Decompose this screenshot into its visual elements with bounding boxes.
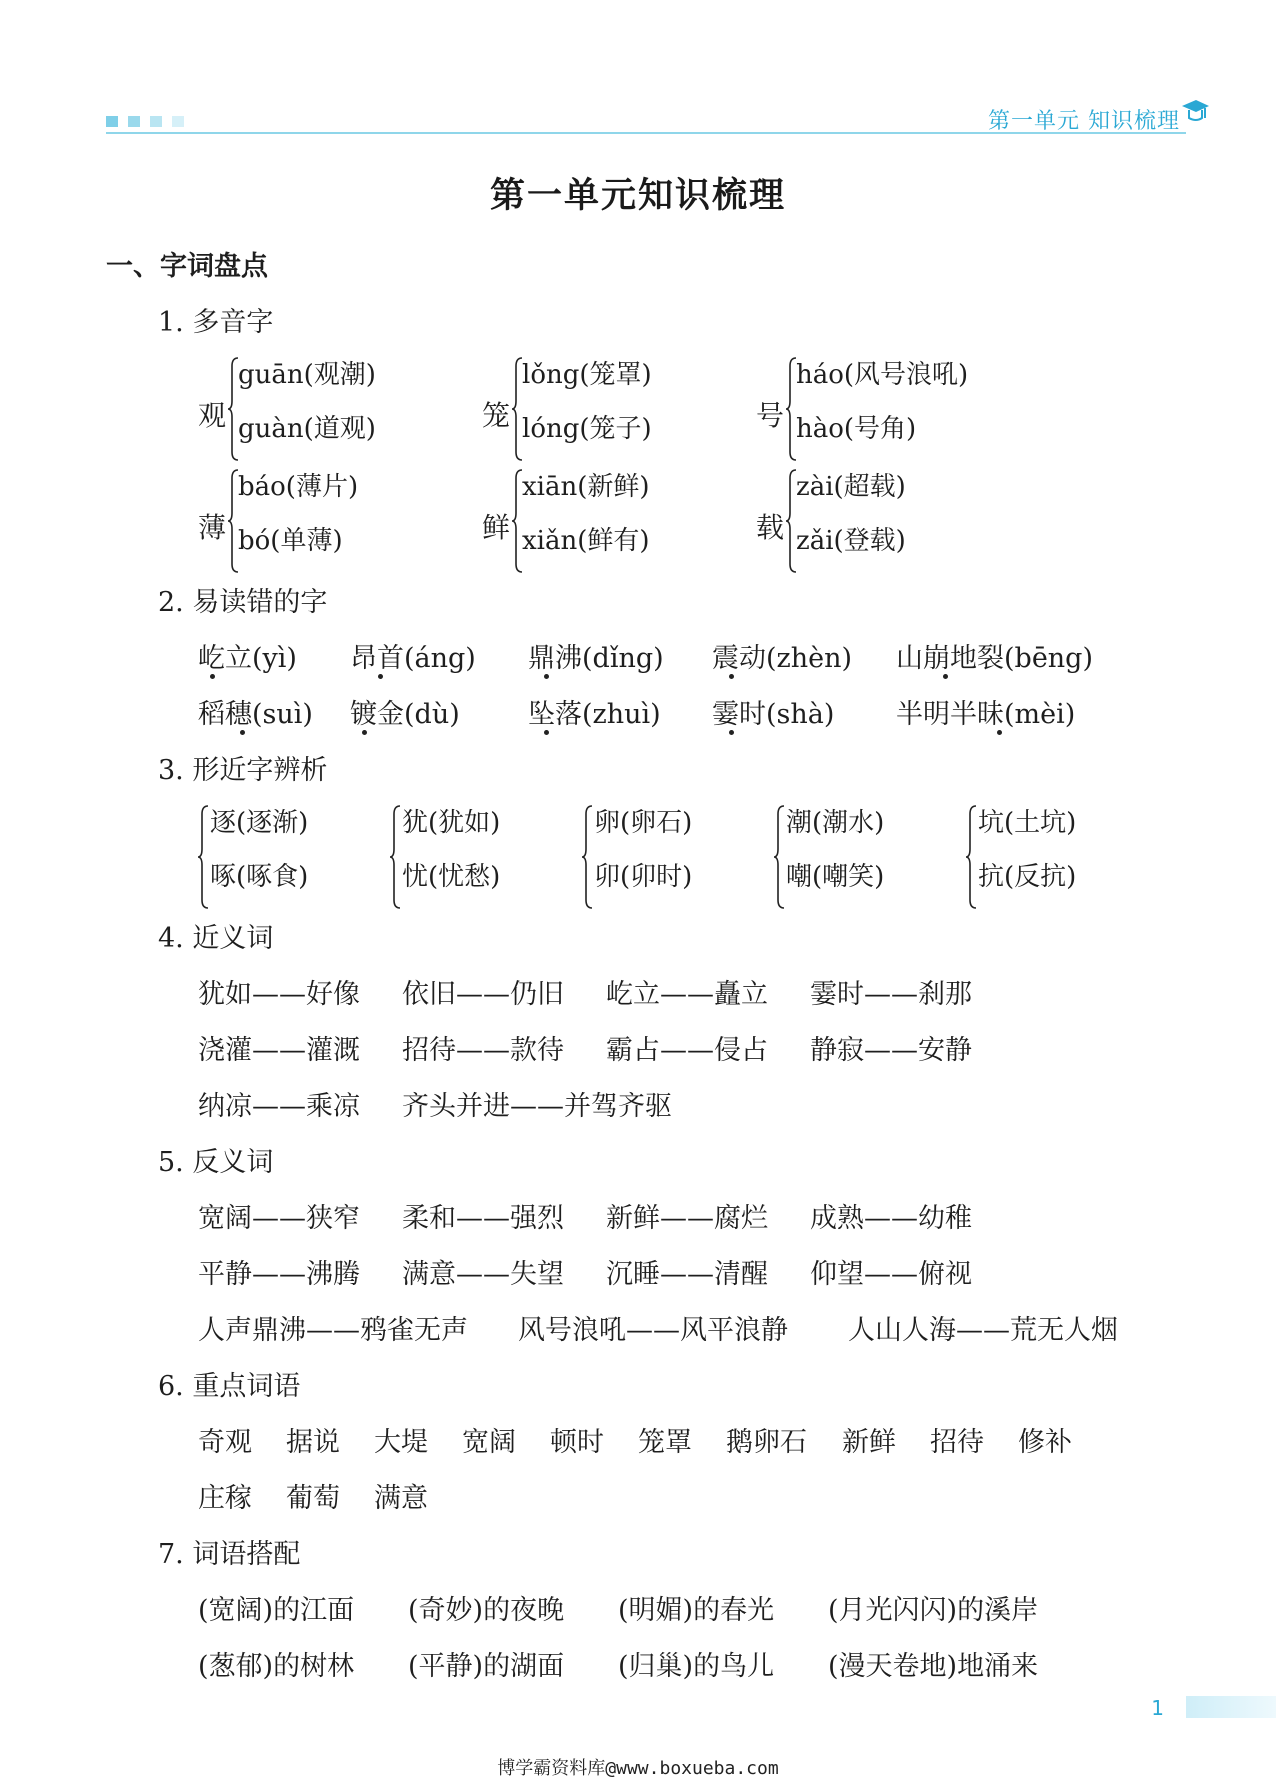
page-title: 第一单元知识梳理 [489,176,786,216]
polyphone-reading: guàn(道观) [238,414,376,444]
brace-icon [582,804,594,910]
similar-char-item: 嘲(嘲笑) [786,862,885,892]
antonym-pair: 柔和——强烈 [402,1203,564,1234]
antonym-row [198,1196,972,1235]
polyphone-reading: zǎi(登载) [796,526,906,556]
collocation-item: (平静)的湖面 [408,1651,565,1682]
synonym-pair: 屹立——矗立 [606,979,768,1010]
misread-row [198,636,1093,675]
polyphone-group [198,466,478,576]
collocation-item: (宽阔)的江面 [198,1595,355,1626]
polyphone-reading: báo(薄片) [238,472,359,502]
antonym-pair: 平静——沸腾 [198,1259,360,1290]
misread-item: 稻穗(suì) [198,699,313,730]
key-word-row [198,1476,428,1515]
header-decor-square [150,116,162,127]
similar-char-item: 犹(犹如) [402,808,501,838]
page-number-bar [1186,1696,1276,1718]
polyphone-group [482,354,762,464]
antonym-pair: 成熟——幼稚 [810,1203,972,1234]
misread-row [198,692,1075,731]
similar-char-item: 卵(卵石) [594,808,693,838]
footer-watermark: 博学霸资料库@www.boxueba.com [497,1758,779,1779]
similar-char-item: 卯(卯时) [594,862,693,892]
polyphone-reading: bó(单薄) [238,526,343,556]
collocation-item: (奇妙)的夜晚 [408,1595,565,1626]
collocation-item: (归巢)的鸟儿 [618,1651,775,1682]
key-word: 葡萄 [286,1483,340,1514]
subheading-polyphones: 1. 多音字 [158,307,274,338]
antonym-pair: 仰望——俯视 [810,1259,972,1290]
antonym-pair: 宽阔——狭窄 [198,1203,360,1234]
subheading-antonyms: 5. 反义词 [158,1147,274,1178]
similar-char-item: 坑(土坑) [978,808,1077,838]
polyphone-group [482,466,762,576]
misread-item: 屹立(yì) [198,643,297,674]
header-decor-square [128,116,140,127]
polyphone-reading: guān(观潮) [238,360,376,390]
key-word: 鹅卵石 [726,1427,807,1458]
brace-icon [390,804,402,910]
synonym-row [198,1028,972,1067]
key-word: 新鲜 [842,1427,896,1458]
polyphone-group [198,354,478,464]
polyphone-reading: lǒng(笼罩) [522,360,652,390]
key-word: 满意 [374,1483,428,1514]
similar-char-group [198,802,378,912]
emphasis-dot [729,674,734,679]
similar-char-item: 啄(啄食) [210,862,309,892]
antonym-pair: 满意——失望 [402,1259,564,1290]
misread-item: 霎时(shà) [712,699,835,730]
synonym-pair: 依旧——仍旧 [402,979,564,1010]
antonym-pair: 新鲜——腐烂 [606,1203,768,1234]
emphasis-dot [240,730,245,735]
polyphone-char: 观 [198,399,227,432]
brace-icon [198,804,210,910]
header-decor-square [172,116,184,127]
collocation-item: (葱郁)的树林 [198,1651,355,1682]
key-word: 奇观 [198,1427,252,1458]
synonym-pair: 招待——款待 [402,1035,564,1066]
similar-char-item: 抗(反抗) [978,862,1077,892]
similar-char-group [582,802,762,912]
polyphone-reading: háo(风号浪吼) [796,360,969,390]
misread-item: 半明半昧(mèi) [896,699,1076,730]
synonym-pair: 霸占——侵占 [606,1035,768,1066]
collocation-item: (月光闪闪)的溪岸 [828,1595,1039,1626]
misread-item: 鼎沸(dǐng) [528,643,664,674]
synonym-row [198,1084,672,1123]
collocation-item: (漫天卷地)地涌来 [828,1651,1039,1682]
similar-char-group [774,802,954,912]
antonym-pair: 人山人海——荒无人烟 [848,1315,1118,1346]
key-word: 大堤 [374,1427,428,1458]
antonym-row [198,1308,1118,1347]
emphasis-dot [210,674,215,679]
synonym-pair: 霎时——刹那 [810,979,972,1010]
key-word-row [198,1420,1072,1459]
similar-char-item: 忧(忧愁) [402,862,501,892]
polyphone-reading: zài(超载) [796,472,906,502]
section-heading: 一、字词盘点 [106,251,268,282]
misread-item: 坠落(zhuì) [528,699,661,730]
subheading-synonyms: 4. 近义词 [158,923,274,954]
polyphone-group [756,354,1036,464]
brace-icon [966,804,978,910]
key-word: 顿时 [550,1427,604,1458]
polyphone-char: 鲜 [482,511,511,544]
emphasis-dot [997,730,1002,735]
synonym-pair: 齐头并进——并驾齐驱 [402,1091,672,1122]
antonym-pair: 风号浪吼——风平浪静 [518,1315,788,1346]
key-word: 庄稼 [198,1483,252,1514]
similar-char-item: 逐(逐渐) [210,808,309,838]
emphasis-dot [362,730,367,735]
misread-item: 镀金(dù) [350,699,460,730]
polyphone-char: 载 [756,511,785,544]
brace-icon [774,804,786,910]
polyphone-reading: lóng(笼子) [522,414,652,444]
key-word: 修补 [1018,1427,1072,1458]
mortarboard-icon [1180,96,1210,126]
synonym-pair: 浇灌——灌溉 [198,1035,360,1066]
key-word: 笼罩 [638,1427,692,1458]
emphasis-dot [544,674,549,679]
similar-char-group [966,802,1146,912]
polyphone-reading: xiǎn(鲜有) [522,526,650,556]
key-word: 宽阔 [462,1427,516,1458]
collocation-item: (明媚)的春光 [618,1595,775,1626]
emphasis-dot [544,730,549,735]
subheading-misread: 2. 易读错的字 [158,587,328,618]
subheading-key-words: 6. 重点词语 [158,1371,301,1402]
misread-item: 山崩地裂(bēng) [896,643,1094,674]
polyphone-char: 笼 [482,399,511,432]
misread-item: 昂首(áng) [350,643,476,674]
collocation-row [198,1588,1038,1627]
misread-item: 震动(zhèn) [712,643,853,674]
emphasis-dot [943,674,948,679]
synonym-pair: 静寂——安静 [810,1035,972,1066]
polyphone-char: 薄 [198,511,227,544]
header-unit-label: 第一单元 知识梳理 [988,109,1180,134]
polyphone-reading: xiān(新鲜) [522,472,650,502]
page-number: 1 [1151,1696,1164,1720]
collocation-row [198,1644,1038,1683]
polyphone-reading: hào(号角) [796,414,917,444]
key-word: 招待 [930,1427,984,1458]
subheading-collocations: 7. 词语搭配 [158,1539,301,1570]
synonym-row [198,972,972,1011]
similar-char-item: 潮(潮水) [786,808,885,838]
synonym-pair: 犹如——好像 [198,979,360,1010]
emphasis-dot [729,730,734,735]
synonym-pair: 纳凉——乘凉 [198,1091,360,1122]
antonym-row [198,1252,972,1291]
emphasis-dot [378,674,383,679]
header-decor-square [106,116,118,127]
polyphone-char: 号 [756,399,785,432]
antonym-pair: 人声鼎沸——鸦雀无声 [198,1315,468,1346]
antonym-pair: 沉睡——清醒 [606,1259,768,1290]
subheading-similar-chars: 3. 形近字辨析 [158,755,328,786]
similar-char-group [390,802,570,912]
key-word: 据说 [286,1427,340,1458]
polyphone-group [756,466,1036,576]
